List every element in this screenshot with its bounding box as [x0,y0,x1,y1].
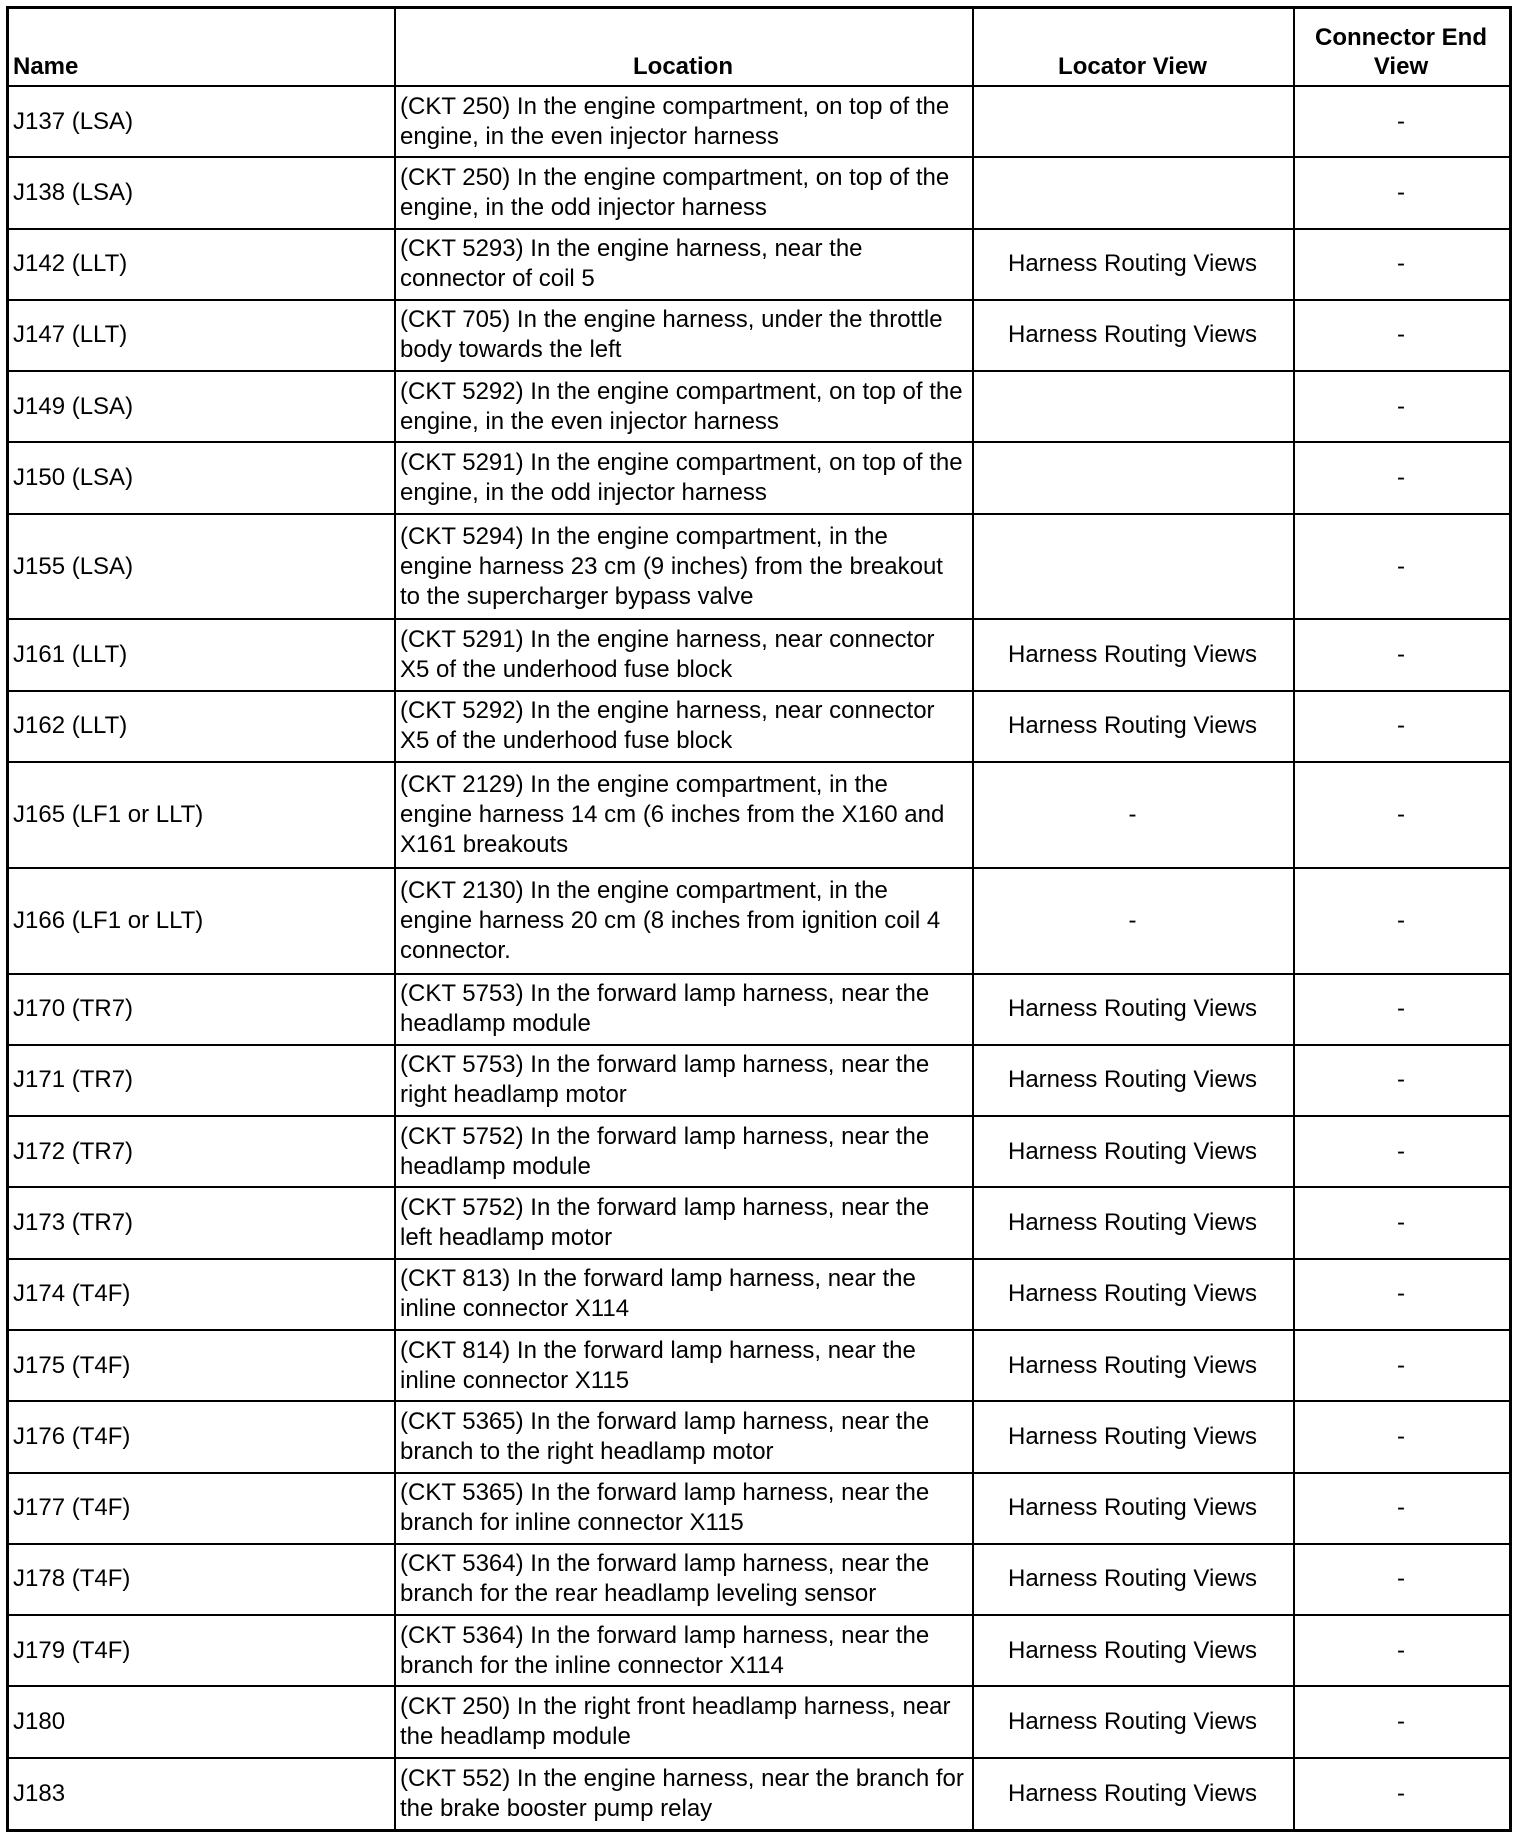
table-row [9,1187,1509,1258]
cell-location: (CKT 552) In the engine harness, near the branch for the brake booster pump relay [395,1758,973,1829]
cell-location: (CKT 5364) In the forward lamp harness, near the branch for the inline connector X114 [395,1615,973,1686]
table-row [9,1686,1509,1757]
cell-connector-end-view: - [1294,229,1509,300]
cell-name: J180 [9,1686,395,1757]
cell-connector-end-view: - [1294,974,1509,1045]
cell-connector-end-view: - [1294,1330,1509,1401]
cell-location: (CKT 5292) In the engine harness, near connector X5 of the underhood fuse block [395,691,973,762]
cell-name: J166 (LF1 or LLT) [9,868,395,974]
cell-name: J142 (LLT) [9,229,395,300]
cell-connector-end-view: - [1294,514,1509,620]
cell-location: (CKT 5294) In the engine compartment, in the engine harness 23 cm (9 inches) from the breakout to the supercharger bypass valve [395,514,973,620]
splice-location-table-frame [6,6,1512,1832]
cell-name: J172 (TR7) [9,1116,395,1187]
cell-locator-view [973,514,1294,620]
cell-connector-end-view: - [1294,868,1509,974]
cell-locator-view: Harness Routing Views [973,1758,1294,1829]
cell-locator-view [973,157,1294,228]
cell-location: (CKT 5291) In the engine compartment, on top of the engine, in the odd injector harness [395,442,973,513]
table-row [9,1330,1509,1401]
cell-name: J162 (LLT) [9,691,395,762]
cell-location: (CKT 250) In the right front headlamp harness, near the headlamp module [395,1686,973,1757]
table-row [9,974,1509,1045]
cell-locator-view: Harness Routing Views [973,1473,1294,1544]
cell-location: (CKT 5292) In the engine compartment, on top of the engine, in the even injector harness [395,371,973,442]
cell-locator-view: Harness Routing Views [973,974,1294,1045]
cell-location: (CKT 250) In the engine compartment, on top of the engine, in the even injector harness [395,86,973,157]
cell-locator-view: Harness Routing Views [973,1259,1294,1330]
cell-name: J179 (T4F) [9,1615,395,1686]
table-row [9,442,1509,513]
cell-locator-view: Harness Routing Views [973,1544,1294,1615]
cell-location: (CKT 5364) In the forward lamp harness, near the branch for the rear headlamp leveling sensor [395,1544,973,1615]
cell-connector-end-view: - [1294,86,1509,157]
table-row [9,514,1509,620]
cell-locator-view: Harness Routing Views [973,1615,1294,1686]
cell-location: (CKT 5291) In the engine harness, near connector X5 of the underhood fuse block [395,619,973,690]
cell-name: J161 (LLT) [9,619,395,690]
cell-locator-view: Harness Routing Views [973,1401,1294,1472]
column-header-locator-view: Locator View [973,9,1294,86]
cell-name: J170 (TR7) [9,974,395,1045]
cell-connector-end-view: - [1294,1116,1509,1187]
cell-connector-end-view: - [1294,1758,1509,1829]
table-row [9,371,1509,442]
cell-locator-view [973,86,1294,157]
cell-name: J173 (TR7) [9,1187,395,1258]
cell-connector-end-view: - [1294,1544,1509,1615]
cell-locator-view: Harness Routing Views [973,691,1294,762]
cell-connector-end-view: - [1294,1045,1509,1116]
column-header-location: Location [395,9,973,86]
cell-location: (CKT 814) In the forward lamp harness, near the inline connector X115 [395,1330,973,1401]
cell-location: (CKT 250) In the engine compartment, on top of the engine, in the odd injector harness [395,157,973,228]
table-row [9,229,1509,300]
cell-connector-end-view: - [1294,1615,1509,1686]
cell-name: J165 (LF1 or LLT) [9,762,395,868]
cell-locator-view: Harness Routing Views [973,1686,1294,1757]
cell-connector-end-view: - [1294,1686,1509,1757]
cell-connector-end-view: - [1294,691,1509,762]
table-row [9,1758,1509,1829]
cell-name: J171 (TR7) [9,1045,395,1116]
cell-name: J183 [9,1758,395,1829]
cell-location: (CKT 2129) In the engine compartment, in the engine harness 14 cm (6 inches from the X160 and X161 breakouts [395,762,973,868]
table-row [9,1544,1509,1615]
cell-locator-view: Harness Routing Views [973,1330,1294,1401]
cell-location: (CKT 5752) In the forward lamp harness, near the headlamp module [395,1116,973,1187]
cell-connector-end-view: - [1294,300,1509,371]
cell-connector-end-view: - [1294,619,1509,690]
cell-locator-view: Harness Routing Views [973,619,1294,690]
cell-name: J149 (LSA) [9,371,395,442]
cell-locator-view: Harness Routing Views [973,1045,1294,1116]
cell-name: J178 (T4F) [9,1544,395,1615]
cell-connector-end-view: - [1294,442,1509,513]
table-row [9,157,1509,228]
cell-location: (CKT 813) In the forward lamp harness, near the inline connector X114 [395,1259,973,1330]
table-row [9,691,1509,762]
column-header-connector-end-view: Connector End View [1294,9,1509,86]
cell-locator-view: Harness Routing Views [973,1116,1294,1187]
cell-name: J155 (LSA) [9,514,395,620]
cell-name: J150 (LSA) [9,442,395,513]
cell-name: J147 (LLT) [9,300,395,371]
splice-location-table [9,9,1509,1829]
cell-location: (CKT 5293) In the engine harness, near the connector of coil 5 [395,229,973,300]
cell-location: (CKT 2130) In the engine compartment, in the engine harness 20 cm (8 inches from ignition coil 4 connector. [395,868,973,974]
header-row [9,9,1509,86]
table-row [9,762,1509,868]
cell-locator-view: Harness Routing Views [973,229,1294,300]
cell-location: (CKT 5752) In the forward lamp harness, near the left headlamp motor [395,1187,973,1258]
cell-locator-view: - [973,762,1294,868]
cell-locator-view: - [973,868,1294,974]
table-row [9,1045,1509,1116]
cell-connector-end-view: - [1294,371,1509,442]
table-row [9,619,1509,690]
cell-name: J175 (T4F) [9,1330,395,1401]
cell-location: (CKT 5365) In the forward lamp harness, near the branch for inline connector X115 [395,1473,973,1544]
table-row [9,868,1509,974]
cell-connector-end-view: - [1294,1259,1509,1330]
cell-name: J177 (T4F) [9,1473,395,1544]
cell-name: J137 (LSA) [9,86,395,157]
cell-location: (CKT 705) In the engine harness, under the throttle body towards the left [395,300,973,371]
cell-connector-end-view: - [1294,157,1509,228]
table-row [9,1473,1509,1544]
column-header-name: Name [9,9,395,86]
table-row [9,1615,1509,1686]
cell-name: J138 (LSA) [9,157,395,228]
cell-name: J174 (T4F) [9,1259,395,1330]
table-row [9,300,1509,371]
table-row [9,1401,1509,1472]
cell-connector-end-view: - [1294,1401,1509,1472]
cell-location: (CKT 5753) In the forward lamp harness, near the right headlamp motor [395,1045,973,1116]
cell-connector-end-view: - [1294,762,1509,868]
table-row [9,1259,1509,1330]
cell-connector-end-view: - [1294,1473,1509,1544]
cell-locator-view: Harness Routing Views [973,1187,1294,1258]
table-row [9,86,1509,157]
cell-location: (CKT 5365) In the forward lamp harness, near the branch to the right headlamp motor [395,1401,973,1472]
cell-name: J176 (T4F) [9,1401,395,1472]
table-row [9,1116,1509,1187]
cell-location: (CKT 5753) In the forward lamp harness, near the headlamp module [395,974,973,1045]
cell-connector-end-view: - [1294,1187,1509,1258]
cell-locator-view [973,371,1294,442]
cell-locator-view [973,442,1294,513]
cell-locator-view: Harness Routing Views [973,300,1294,371]
